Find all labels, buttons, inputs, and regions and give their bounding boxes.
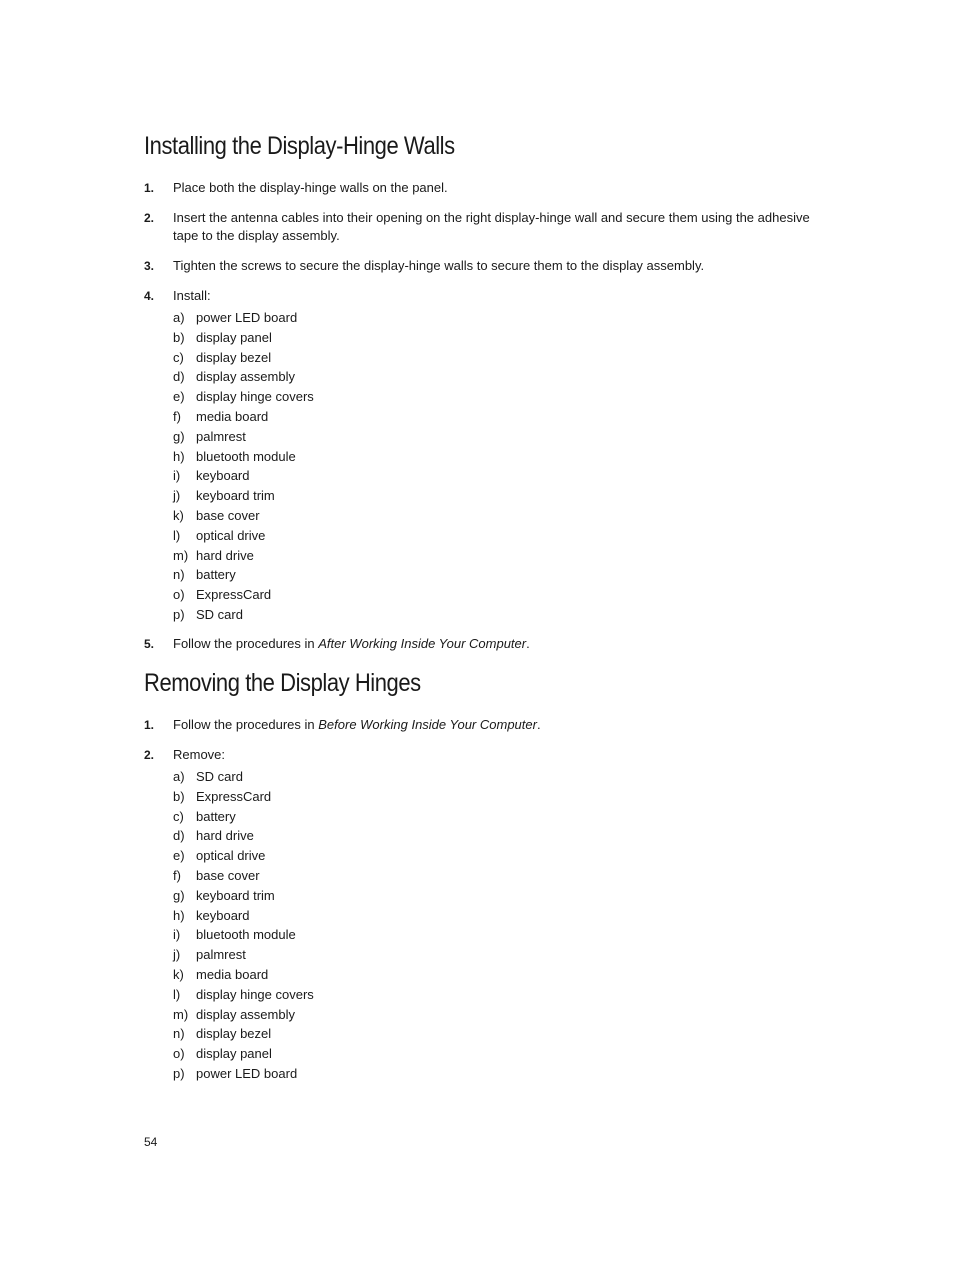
list-item-text: hard drive [196,828,254,844]
list-item-text: keyboard trim [196,887,275,903]
list-item-letter: d) [173,828,185,844]
list-item-letter: m) [173,547,189,563]
step-number: 4. [144,289,155,303]
section-title-removing: Removing the Display Hinges [144,669,421,697]
list-item-text: power LED board [196,310,298,325]
step-text-prefix: Follow the procedures in [173,717,319,732]
list-item-letter: m) [173,1006,189,1022]
list-item-letter: k) [173,966,184,982]
list-item-letter: b) [173,788,185,804]
step-text [173,716,833,734]
list-item-letter: d) [173,369,185,385]
list-item-text: media board [196,408,269,424]
list-item-letter: o) [173,587,185,603]
list-item-text: palmrest [196,428,246,444]
list-item-text: display assembly [196,1006,295,1022]
list-item-text: display bezel [196,349,272,365]
list-item-text: bluetooth module [196,448,296,464]
step-text [173,635,833,653]
step-number: 5. [144,637,155,651]
list-item-letter: i) [173,468,181,484]
list-item-text: keyboard [196,907,250,923]
list-item-text: SD card [196,769,243,784]
procedure-reference: Before Working Inside Your Computer [318,717,537,732]
list-item-text: display panel [196,329,272,345]
section-title-installing: Installing the Display-Hinge Walls [144,132,455,160]
step-number: 3. [144,259,155,273]
list-item-letter: i) [173,927,181,943]
list-item-text: ExpressCard [196,587,272,603]
list-item-text: display bezel [196,1026,272,1042]
list-item-letter: c) [173,349,184,365]
list-item-text: base cover [196,507,260,523]
list-item-letter: a) [173,769,185,784]
list-item-letter: a) [173,310,185,325]
step-number: 2. [144,211,155,225]
list-item-text: palmrest [196,947,246,963]
list-item-text: display panel [196,1046,272,1062]
list-item-text: keyboard trim [196,488,275,504]
list-item-letter: n) [173,1026,185,1042]
list-item-text: base cover [196,867,260,883]
list-item-letter: h) [173,907,185,923]
list-item-letter: j) [173,947,181,963]
list-item-text: display assembly [196,369,295,385]
list-item-text: display hinge covers [196,986,314,1002]
list-item-text: ExpressCard [196,788,272,804]
step-text: Install: [173,288,211,303]
list-item-text: bluetooth module [196,927,296,943]
list-item-text: power LED board [196,1065,298,1081]
step-text-suffix: . [536,717,541,732]
step-number: 2. [144,748,155,762]
list-item-text: battery [196,808,236,824]
list-item-letter: g) [173,887,185,903]
list-item-text: keyboard [196,468,250,484]
list-item-letter: g) [173,428,185,444]
step-text: Tighten the screws to secure the display-hinge walls to secure them to the display assembly. [173,258,705,273]
step-text: Place both the display-hinge walls on the panel. [173,180,448,195]
list-item-text: battery [196,567,236,583]
list-item-text: optical drive [196,527,266,543]
list-item-letter: e) [173,389,185,405]
step-number: 1. [144,718,155,732]
list-item-letter: c) [173,808,184,824]
list-item-letter: f) [173,867,181,883]
list-item-text: optical drive [196,848,266,864]
list-item-text: SD card [196,606,243,622]
list-item-text: media board [196,966,269,982]
list-item-text: display hinge covers [196,389,314,405]
list-item-letter: p) [173,1065,185,1081]
list-item-letter: e) [173,848,185,864]
procedure-reference: After Working Inside Your Computer [318,636,527,651]
list-item-letter: b) [173,329,185,345]
list-item-letter: l) [173,986,181,1002]
list-item-letter: j) [173,488,181,504]
step-text: Insert the antenna cables into their opening on the right display-hinge wall and secure them using the adhesive tape to the display assembly. [173,210,810,243]
list-item-letter: f) [173,408,181,424]
page-number: 54 [144,1135,158,1149]
list-item-letter: p) [173,606,185,622]
step-number: 1. [144,181,155,195]
list-item-letter: o) [173,1046,185,1062]
step-text: Remove: [173,747,226,762]
list-item-letter: k) [173,507,184,523]
step-text-suffix: . [526,636,530,651]
list-item-letter: h) [173,448,185,464]
list-item-text: hard drive [196,547,254,563]
list-item-letter: n) [173,567,185,583]
step-text-prefix: Follow the procedures in [173,636,319,651]
list-item-letter: l) [173,527,181,543]
